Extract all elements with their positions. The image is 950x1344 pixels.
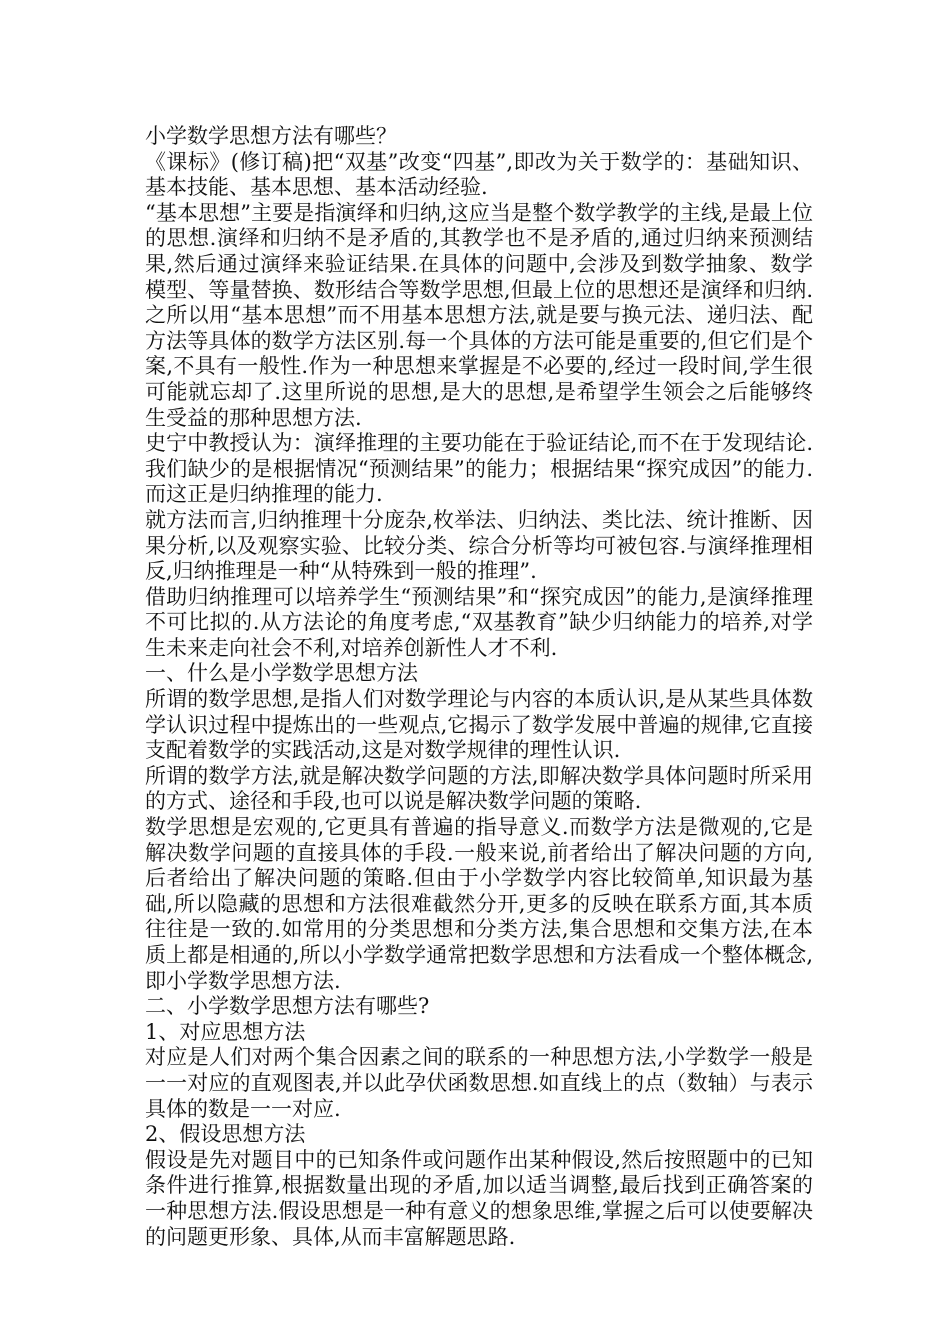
section-heading: 一、什么是小学数学思想方法 bbox=[145, 661, 418, 686]
paragraph: 对应是人们对两个集合因素之间的联系的一种思想方法,小学数学一般是一一对应的直观图表,并以此孕伏函数思想.如直线上的点（数轴）与表示具体的数是一一对应. bbox=[145, 1045, 813, 1121]
document-page bbox=[145, 124, 813, 1250]
paragraph: 史宁中教授认为：演绎推理的主要功能在于验证结论,而不在于发现结论.我们缺少的是根据情况“预测结果”的能力；根据结果“探究成因”的能力.而这正是归纳推理的能力. bbox=[145, 431, 813, 507]
subsection-heading: 2、假设思想方法 bbox=[145, 1122, 306, 1147]
section-heading: 二、小学数学思想方法有哪些? bbox=[145, 994, 430, 1019]
subsection-heading: 1、对应思想方法 bbox=[145, 1019, 306, 1044]
document-title: 小学数学思想方法有哪些？ bbox=[145, 124, 397, 148]
paragraph: 《课标》(修订稿)把“双基”改变“四基”,即改为关于数学的：基础知识、基本技能、基本思想、基本活动经验. bbox=[145, 149, 813, 200]
paragraph: 所谓的数学方法,就是解决数学问题的方法,即解决数学具体问题时所采用的方式、途径和手段,也可以说是解决数学问题的策略. bbox=[145, 763, 813, 814]
paragraph: 借助归纳推理可以培养学生“预测结果”和“探究成因”的能力,是演绎推理不可比拟的.从方法论的角度考虑,“双基教育”缺少归纳能力的培养,对学生未来走向社会不利,对培养创新性人才不利. bbox=[145, 584, 813, 660]
paragraph: 就方法而言,归纳推理十分庞杂,枚举法、归纳法、类比法、统计推断、因果分析,以及观察实验、比较分类、综合分析等均可被包容.与演绎推理相反,归纳推理是一种“从特殊到一般的推理”. bbox=[145, 507, 813, 584]
paragraph: 所谓的数学思想,是指人们对数学理论与内容的本质认识,是从某些具体数学认识过程中提炼出的一些观点,它揭示了数学发展中普遍的规律,它直接支配着数学的实践活动,这是对数学规律的理性认识. bbox=[145, 687, 813, 763]
paragraph: “基本思想”主要是指演绎和归纳,这应当是整个数学教学的主线,是最上位的思想.演绎和归纳不是矛盾的,其教学也不是矛盾的,通过归纳来预测结果,然后通过演绎来验证结果.在具体的问题中,会涉及到数学抽象、数学模型、等量替换、数形结合等数学思想,但最上位的思想还是演绎和归纳.之所以用“基本思想”而不用基本思想方法,就是要与换元法、递归法、配方法等具体的数学方法区别.每一个具体的方法可能是重要的,但它们是个案,不具有一般性.作为一种思想来掌握是不必要的,经过一段时间,学生很可能就忘却了.这里所说的思想,是大的思想,是希望学生领会之后能够终生受益的那种思想方法. bbox=[145, 200, 813, 430]
paragraph: 假设是先对题目中的已知条件或问题作出某种假设,然后按照题中的已知条件进行推算,根据数量出现的矛盾,加以适当调整,最后找到正确答案的一种思想方法.假设思想是一种有意义的想象思维,掌握之后可以使要解决的问题更形象、具体,从而丰富解题思路. bbox=[145, 1147, 813, 1249]
paragraph: 数学思想是宏观的,它更具有普遍的指导意义.而数学方法是微观的,它是解决数学问题的直接具体的手段.一般来说,前者给出了解决问题的方向,后者给出了解决问题的策略.但由于小学数学内容比较简单,知识最为基础,所以隐藏的思想和方法很难截然分开,更多的反映在联系方面,其本质往往是一致的.如常用的分类思想和分类方法,集合思想和交集方法,在本质上都是相通的,所以小学数学通常把数学思想和方法看成一个整体概念,即小学数学思想方法. bbox=[145, 815, 813, 993]
